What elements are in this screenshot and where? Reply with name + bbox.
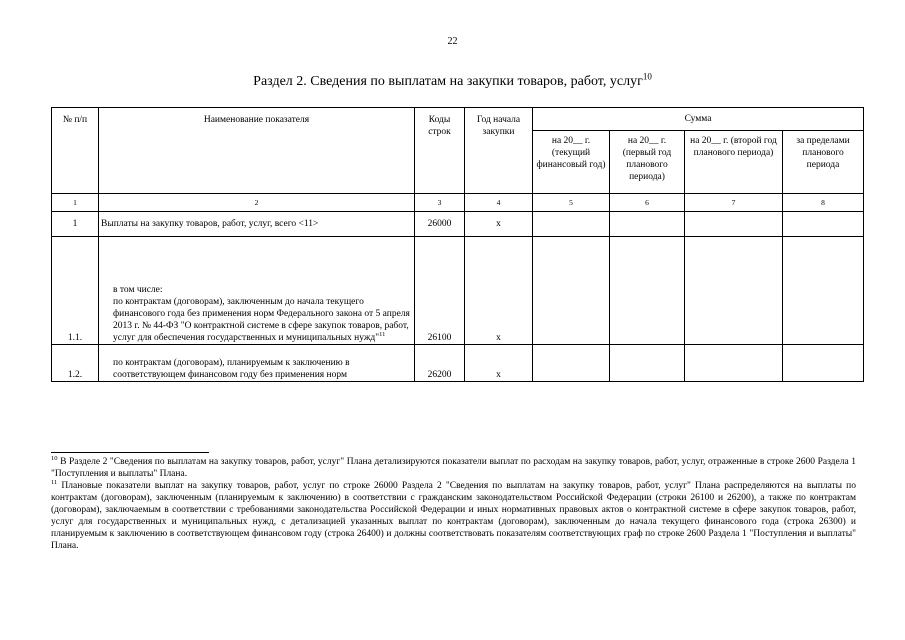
sum-cell: [685, 345, 783, 382]
header-name: Наименование показателя: [99, 108, 415, 194]
row-name: по контрактам (договорам), планируемым к заключению в соответствующем финансовом году без применения норм: [99, 345, 415, 382]
footnote-number: 10: [51, 454, 58, 462]
header-num: № п/п: [52, 108, 99, 194]
sum-cell: [533, 345, 610, 382]
sum-cell: [610, 237, 685, 345]
header-year: Год начала закупки: [465, 108, 533, 194]
table-row: [52, 345, 864, 382]
sum-cell: [783, 212, 864, 237]
column-number: 4: [465, 194, 533, 212]
header-beyond-plan: за пределами планового периода: [783, 131, 864, 194]
payments-table: [51, 107, 864, 382]
column-number: 6: [610, 194, 685, 212]
footnote-number: 11: [51, 478, 58, 486]
row-name-prefix: в том числе:: [113, 285, 163, 295]
row-num: 1.2.: [52, 345, 99, 382]
section-title-text: Раздел 2. Сведения по выплатам на закупки товаров, работ, услуг: [253, 74, 643, 89]
row-code: 26000: [415, 212, 465, 237]
sum-cell: [610, 345, 685, 382]
header-current-year: на 20__ г. (текущий финансовый год): [533, 131, 610, 194]
footnotes: [51, 456, 856, 552]
header-code: Коды строк: [415, 108, 465, 194]
table-row: [52, 212, 864, 237]
table-row: [52, 237, 864, 345]
header-first-plan-year: на 20__ г. (первый год планового периода): [610, 131, 685, 194]
footnote-separator: [51, 452, 209, 453]
sum-cell: [610, 212, 685, 237]
sum-cell: [783, 237, 864, 345]
column-number: 5: [533, 194, 610, 212]
page-number: 22: [447, 36, 458, 47]
column-numbers-row: [52, 194, 864, 212]
sum-cell: [533, 212, 610, 237]
section-title: [0, 71, 905, 90]
footnote-ref: 11: [379, 330, 386, 338]
row-num: 1: [52, 212, 99, 237]
row-name: [99, 237, 415, 345]
sum-cell: [783, 345, 864, 382]
column-number: 7: [685, 194, 783, 212]
row-num: 1.1.: [52, 237, 99, 345]
header-sum: Сумма: [533, 108, 864, 131]
column-number: 3: [415, 194, 465, 212]
footnote: [51, 456, 856, 480]
header-row: [52, 108, 864, 131]
footnote-text: В Разделе 2 "Сведения по выплатам на закупку товаров, работ, услуг" Плана детализируются показатели выплат по расходам на закупку товаров, работ, услуг, отраженные в строке 2600 Раздела 1 "Поступления и выплаты" Плана.: [51, 457, 856, 479]
footnote: [51, 480, 856, 552]
sum-cell: [533, 237, 610, 345]
sum-cell: [685, 237, 783, 345]
row-name: Выплаты на закупку товаров, работ, услуг, всего <11>: [99, 212, 415, 237]
column-number: 2: [99, 194, 415, 212]
row-code: 26100: [415, 237, 465, 345]
row-code: 26200: [415, 345, 465, 382]
row-name-text: по контрактам (договорам), заключенным до начала текущего финансового года без применения норм Федерального закона от 5 апреля 2013 г. № 44-ФЗ "О контрактной системе в сфере закупок товаров, работ, услуг для обеспечения государственных и муниципальных нужд": [113, 297, 410, 343]
row-year: x: [465, 212, 533, 237]
column-number: 8: [783, 194, 864, 212]
row-year: x: [465, 345, 533, 382]
column-number: 1: [52, 194, 99, 212]
header-second-plan-year: на 20__ г. (второй год планового периода): [685, 131, 783, 194]
sum-cell: [685, 212, 783, 237]
row-year: x: [465, 237, 533, 345]
footnote-ref: 10: [642, 71, 652, 82]
footnote-text: Плановые показатели выплат на закупку товаров, работ, услуг по строке 26000 Раздела 2 "Сведения по выплатам на закупку товаров, работ, услуг" Плана распределяются на выплаты по контрактам (договорам), заключенным (планируемым к заключению) в соответствии с гражданским законодательством Российской Федерации (строки 26100 и 26200), а также по контрактам (договорам), заключаемым в соответствии с требованиями законодательства Российской Федерации и иных нормативных правовых актов о контрактной системе в сфере закупок товаров, работ, услуг для государственных и муниципальных нужд, с детализацией указанных выплат по контрактам (договорам), заключенным до начала текущего финансового года (строка 26300) и планируемым к заключению в соответствующем финансовом году (строка 26400) и должны соответствовать показателям соответствующих граф по строке 2600 Раздела 1 "Поступления и выплаты" Плана.: [51, 481, 856, 551]
